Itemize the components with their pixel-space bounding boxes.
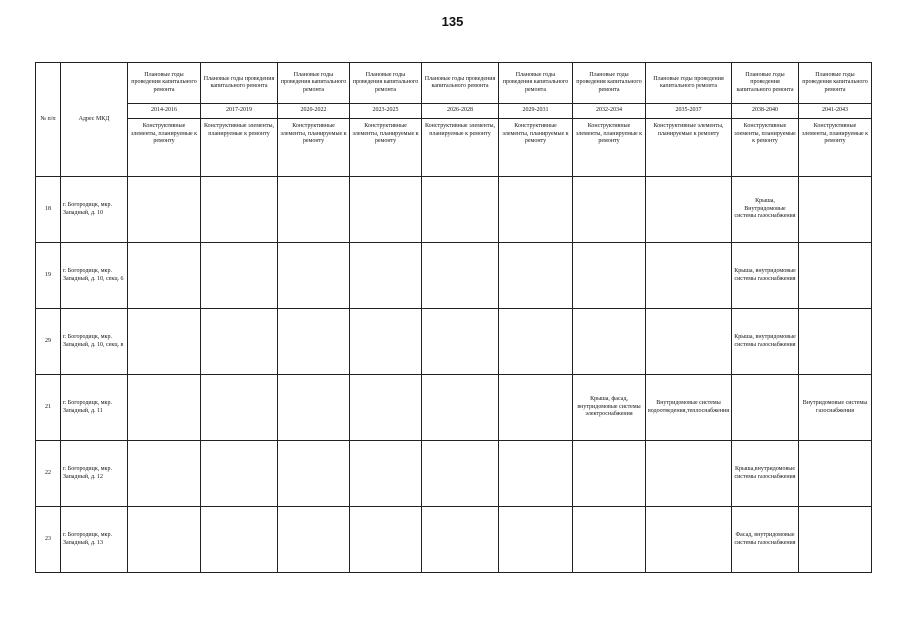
row-number: 23 (36, 507, 61, 573)
elements-header: Конструктивные элементы, планируемые к ремонту (798, 119, 871, 177)
header-row-elements (36, 119, 872, 177)
row-number: 21 (36, 375, 61, 441)
row-address: г. Богородицк, мкр. Западный, д. 10, секц. 6 (61, 243, 128, 309)
plan-years-header: Плановые годы проведения капитального ремонта (499, 63, 573, 104)
plan-years-header: Плановые годы проведения капитального ремонта (798, 63, 871, 104)
repair-elements-cell (201, 441, 278, 507)
repair-elements-cell (499, 507, 573, 573)
repair-elements-cell: Крыша, внутридомовые системы газоснабжения (731, 309, 798, 375)
elements-header: Конструктивные элементы, планируемые к ремонту (646, 119, 732, 177)
plan-years-header: Плановые годы проведения капитального ремонта (573, 63, 646, 104)
repair-elements-cell (201, 507, 278, 573)
repair-elements-cell (422, 243, 499, 309)
period-years: 2035-2037 (646, 104, 732, 119)
row-address: г. Богородицк, мкр. Западный, д. 12 (61, 441, 128, 507)
row-address: г. Богородицк, мкр. Западный, д. 10, секц. в (61, 309, 128, 375)
repair-elements-cell (278, 309, 350, 375)
col-address-header: Адрес МКД (61, 63, 128, 177)
table-row (36, 375, 872, 441)
repair-elements-cell (573, 441, 646, 507)
repair-elements-cell (350, 441, 422, 507)
repair-elements-cell (201, 177, 278, 243)
elements-header: Конструктивные элементы, планируемые к ремонту (499, 119, 573, 177)
period-years: 2041-2043 (798, 104, 871, 119)
page-number: 135 (441, 14, 464, 29)
repair-elements-cell (128, 507, 201, 573)
repair-elements-cell (128, 177, 201, 243)
repair-elements-cell (350, 375, 422, 441)
row-number: 29 (36, 309, 61, 375)
repair-elements-cell: Крыша, Внутридомовые системы газоснабжения (731, 177, 798, 243)
repair-elements-cell (128, 243, 201, 309)
repair-elements-cell (573, 177, 646, 243)
repair-elements-cell: Крыша, внутридомовые системы газоснабжения (731, 243, 798, 309)
elements-header: Конструктивные элементы, планируемые к ремонту (422, 119, 499, 177)
period-years: 2023-2025 (350, 104, 422, 119)
period-years: 2026-2028 (422, 104, 499, 119)
repair-elements-cell (201, 375, 278, 441)
repair-elements-cell (350, 243, 422, 309)
table-row (36, 309, 872, 375)
repair-elements-cell (499, 441, 573, 507)
repair-elements-cell (573, 309, 646, 375)
repair-elements-cell (128, 309, 201, 375)
row-address: г. Богородицк, мкр. Западный, д. 11 (61, 375, 128, 441)
header-row-plan (36, 63, 872, 104)
repair-elements-cell (278, 177, 350, 243)
elements-header: Конструктивные элементы, планируемые к ремонту (128, 119, 201, 177)
repair-elements-cell (350, 177, 422, 243)
repair-elements-cell (798, 177, 871, 243)
elements-header: Конструктивные элементы, планируемые к ремонту (731, 119, 798, 177)
row-number: 18 (36, 177, 61, 243)
repair-elements-cell (731, 375, 798, 441)
repair-elements-cell (798, 507, 871, 573)
repair-elements-cell (573, 243, 646, 309)
col-num-header: № п/п (36, 63, 61, 177)
period-years: 2014-2016 (128, 104, 201, 119)
repair-elements-cell: Фасад, внутридомовые системы газоснабжения (731, 507, 798, 573)
repair-elements-cell (422, 507, 499, 573)
row-address: г. Богородицк, мкр. Западный, д. 13 (61, 507, 128, 573)
repair-elements-cell (278, 507, 350, 573)
repair-elements-cell (798, 309, 871, 375)
plan-years-header: Плановые годы проведения капитального ремонта (422, 63, 499, 104)
plan-years-header: Плановые годы проведения капитального ремонта (350, 63, 422, 104)
row-number: 22 (36, 441, 61, 507)
plan-years-header: Плановые годы проведения капитального ремонта (278, 63, 350, 104)
plan-years-header: Плановые годы проведения капитального ремонта (128, 63, 201, 104)
elements-header: Конструктивные элементы, планируемые к ремонту (201, 119, 278, 177)
repair-elements-cell (422, 441, 499, 507)
repair-elements-cell (499, 309, 573, 375)
repair-elements-cell (201, 309, 278, 375)
repair-elements-cell (128, 375, 201, 441)
repair-elements-cell (499, 375, 573, 441)
repair-elements-cell (646, 441, 732, 507)
header-row-years (36, 104, 872, 119)
repair-elements-cell (573, 507, 646, 573)
repair-elements-cell (646, 243, 732, 309)
capital-repair-schedule-table (35, 62, 872, 573)
repair-elements-cell (499, 177, 573, 243)
elements-header: Конструктивные элементы, планируемые к ремонту (573, 119, 646, 177)
repair-elements-cell (646, 177, 732, 243)
period-years: 2029-2031 (499, 104, 573, 119)
repair-elements-cell (422, 309, 499, 375)
period-years: 2020-2022 (278, 104, 350, 119)
elements-header: Конструктивные элементы, планируемые к ремонту (350, 119, 422, 177)
repair-elements-cell: Внутридомовые системы водоотведения,теплоснабжения (646, 375, 732, 441)
repair-elements-cell (201, 243, 278, 309)
table-row (36, 177, 872, 243)
elements-header: Конструктивные элементы, планируемые к ремонту (278, 119, 350, 177)
period-years: 2017-2019 (201, 104, 278, 119)
table-row (36, 441, 872, 507)
repair-elements-cell (798, 243, 871, 309)
repair-elements-cell: Крыша, фасад, внутридомовые системы электроснабжения (573, 375, 646, 441)
table-row (36, 243, 872, 309)
repair-elements-cell (646, 309, 732, 375)
plan-years-header: Плановые годы проведения капитального ремонта (731, 63, 798, 104)
repair-elements-cell (350, 309, 422, 375)
plan-years-header: Плановые годы проведения капитального ремонта (201, 63, 278, 104)
period-years: 2038-2040 (731, 104, 798, 119)
repair-elements-cell (798, 441, 871, 507)
repair-elements-cell (422, 177, 499, 243)
repair-elements-cell: Крыша,внутридомовые системы газоснабжения (731, 441, 798, 507)
repair-elements-cell (278, 243, 350, 309)
period-years: 2032-2034 (573, 104, 646, 119)
repair-elements-cell (278, 441, 350, 507)
repair-elements-cell (278, 375, 350, 441)
table-row (36, 507, 872, 573)
repair-elements-cell (422, 375, 499, 441)
repair-elements-cell (499, 243, 573, 309)
row-number: 19 (36, 243, 61, 309)
plan-years-header: Плановые годы проведения капитального ремонта (646, 63, 732, 104)
repair-elements-cell (646, 507, 732, 573)
repair-elements-cell: Внутридомовые системы газоснабжения (798, 375, 871, 441)
repair-elements-cell (350, 507, 422, 573)
repair-elements-cell (128, 441, 201, 507)
row-address: г. Богородицк, мкр. Западный, д. 10 (61, 177, 128, 243)
